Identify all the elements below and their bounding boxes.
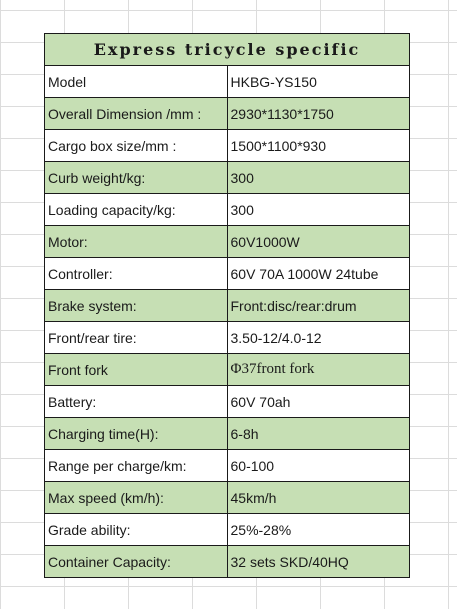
table-row [45,162,410,194]
table-row [45,66,410,98]
row-label[interactable]: Overall Dimension /mm : [45,98,228,130]
row-label[interactable]: Loading capacity/kg: [45,194,228,226]
row-value[interactable]: 32 sets SKD/40HQ [227,546,410,578]
row-label[interactable]: Brake system: [45,290,228,322]
table-row [45,130,410,162]
table-row [45,258,410,290]
spec-table [44,33,410,578]
row-value[interactable]: 60V1000W [227,226,410,258]
table-row [45,322,410,354]
table-row [45,194,410,226]
row-label[interactable]: Charging time(H): [45,418,228,450]
row-label[interactable]: Cargo box size/mm : [45,130,228,162]
row-value[interactable]: HKBG-YS150 [227,66,410,98]
row-value[interactable]: Front:disc/rear:drum [227,290,410,322]
row-value[interactable]: 25%-28% [227,514,410,546]
row-label[interactable]: Container Capacity: [45,546,228,578]
row-label[interactable]: Battery: [45,386,228,418]
row-value[interactable]: 60-100 [227,450,410,482]
table-row [45,386,410,418]
row-label[interactable]: Motor: [45,226,228,258]
row-value[interactable]: 6-8h [227,418,410,450]
row-label[interactable]: Range per charge/km: [45,450,228,482]
table-row [45,546,410,578]
row-value[interactable]: 300 [227,194,410,226]
table-row [45,290,410,322]
row-value[interactable]: 300 [227,162,410,194]
title-row [45,34,410,66]
table-row [45,226,410,258]
row-label[interactable]: Grade ability: [45,514,228,546]
row-label[interactable]: Max speed (km/h): [45,482,228,514]
row-label[interactable]: Front fork [45,354,228,386]
row-value[interactable]: 1500*1100*930 [227,130,410,162]
row-value[interactable]: 3.50-12/4.0-12 [227,322,410,354]
row-label[interactable]: Front/rear tire: [45,322,228,354]
row-value[interactable]: 60V 70A 1000W 24tube [227,258,410,290]
row-value[interactable]: Φ37front fork [227,354,410,386]
table-row [45,450,410,482]
table-row [45,98,410,130]
row-value[interactable]: 45km/h [227,482,410,514]
table-row [45,514,410,546]
table-title: Express tricycle specific [45,34,410,66]
table-row [45,354,410,386]
row-label[interactable]: Controller: [45,258,228,290]
table-row [45,418,410,450]
row-value[interactable]: 2930*1130*1750 [227,98,410,130]
row-label[interactable]: Model [45,66,228,98]
row-label[interactable]: Curb weight/kg: [45,162,228,194]
row-value[interactable]: 60V 70ah [227,386,410,418]
table-row [45,482,410,514]
